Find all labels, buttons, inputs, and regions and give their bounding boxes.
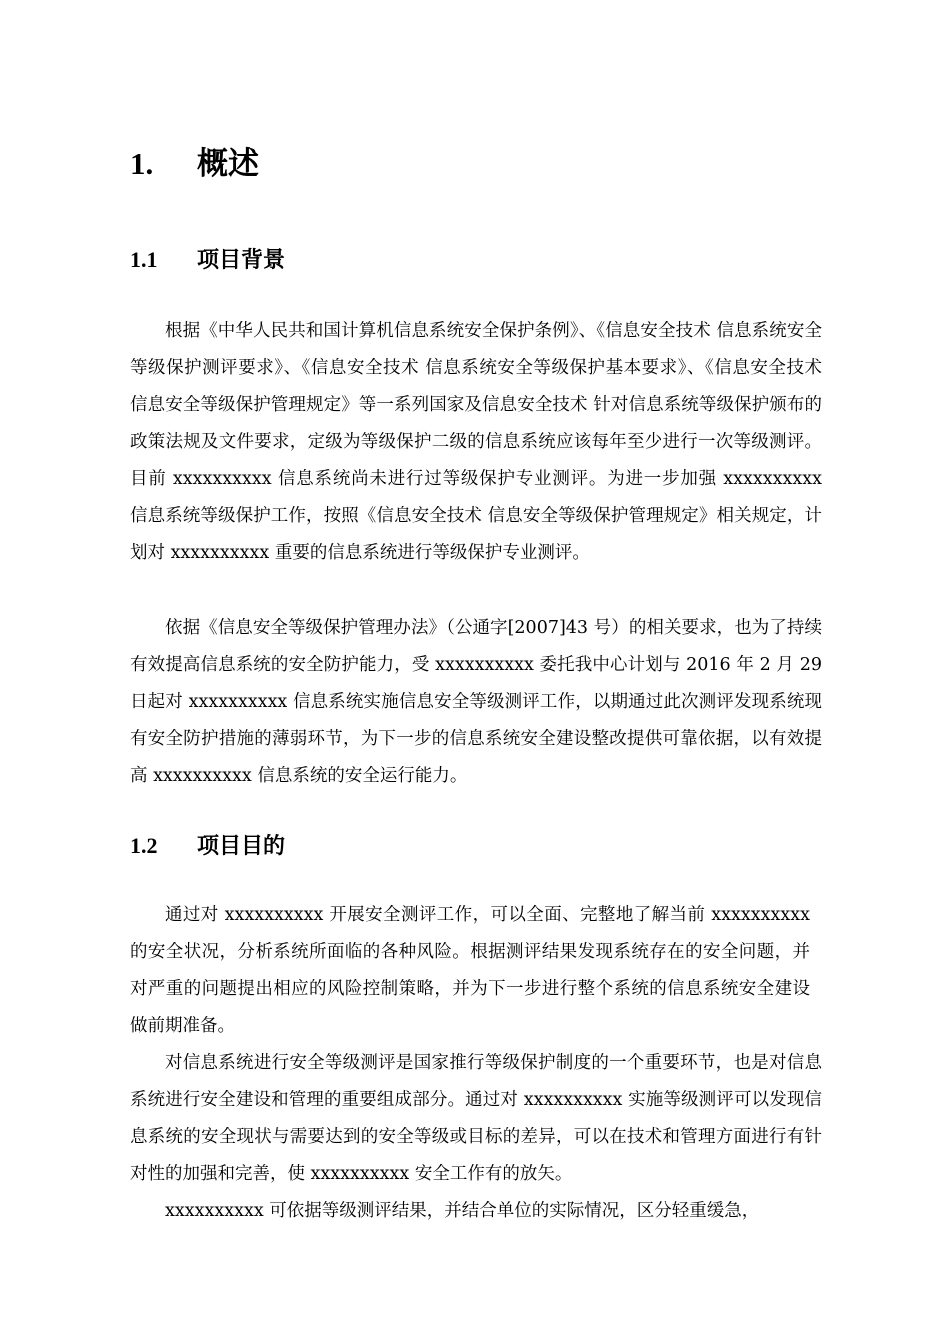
subsection-title: 项目背景 (197, 248, 286, 273)
section-heading (130, 142, 259, 186)
background-paragraph-2: 依据《信息安全等级保护管理办法》（公通字[2007]43 号）的相关要求，也为了持续有效提高信息系统的安全防护能力，受 xxxxxxxxxx 委托我中心计划与 2016 年 2 月 29 日起对 xxxxxxxxxx 信息系统实施信息安全等级测评工作，以期通过此次测评发现系统现有安全防护措施的薄弱环节，为下一步的信息系统安全建设整改提供可靠依据，以有效提高 xxxxxxxxxx 信息系统的安全运行能力。 (130, 618, 822, 786)
section-number: 1. (130, 146, 154, 181)
subsection-number: 1.1 (130, 247, 158, 272)
subsection-number: 1.2 (130, 833, 158, 858)
purpose-paragraph-3: xxxxxxxxxx 可依据等级测评结果，并结合单位的实际情况，区分轻重缓急， (165, 1201, 760, 1221)
subsection-title: 项目目的 (197, 834, 286, 859)
background-paragraph-1: 根据《中华人民共和国计算机信息系统安全保护条例》、《信息安全技术 信息系统安全等级保护测评要求》、《信息安全技术 信息系统安全等级保护基本要求》、《信息安全技术 信息安全等级保护管理规定》等一系列国家及信息安全技术 针对信息系统等级保护颁布的政策法规及文件要求，定级为等级保护二级的信息系统应该每年至少进行一次等级测评。目前 xxxxxxxxxx 信息系统尚未进行过等级保护专业测评。为进一步加强 xxxxxxxxxx 信息系统等级保护工作，按照《信息安全技术 信息安全等级保护管理规定》相关规定，计划对 xxxxxxxxxx 重要的信息系统进行等级保护专业测评。 (130, 321, 822, 563)
purpose-paragraph-1: 通过对 xxxxxxxxxx 开展安全测评工作，可以全面、完整地了解当前 xxxxxxxxxx 的安全状况，分析系统所面临的各种风险。根据测评结果发现系统存在的安全问题，并对严重的问题提出相应的风险控制策略，并为下一步进行整个系统的信息系统安全建设做前期准备。 (130, 905, 810, 1036)
subsection-heading-purpose (130, 830, 285, 863)
section-title: 概述 (197, 146, 259, 182)
purpose-paragraph-2: 对信息系统进行安全等级测评是国家推行等级保护制度的一个重要环节，也是对信息系统进行安全建设和管理的重要组成部分。通过对 xxxxxxxxxx 实施等级测评可以发现信息系统的安全现状与需要达到的安全等级或目标的差异，可以在技术和管理方面进行有针对性的加强和完善，使 xxxxxxxxxx 安全工作有的放矢。 (130, 1053, 822, 1184)
subsection-heading-background (130, 244, 285, 277)
